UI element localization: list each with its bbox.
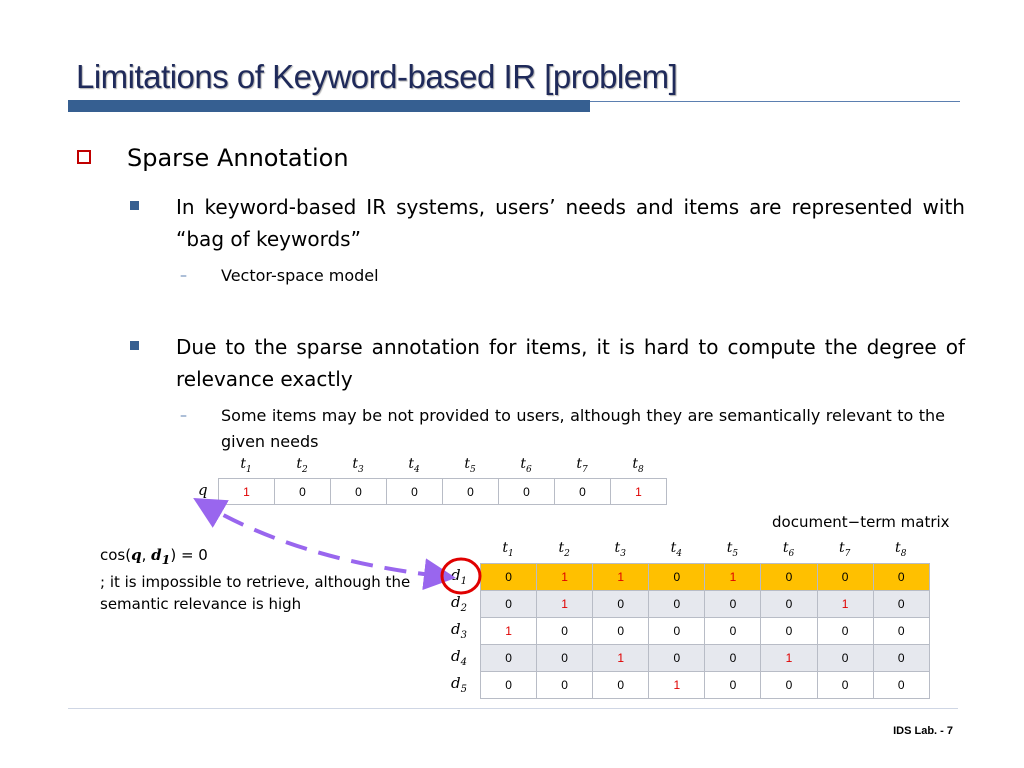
matrix-cell: 0	[817, 645, 873, 672]
query-term-label: $t_3$	[352, 456, 364, 475]
sub-bullet-text: Some items may be not provided to users, although they are semantically relevant to the given needs	[221, 406, 945, 451]
matrix-cell: 0	[705, 672, 761, 699]
query-cell: 1	[611, 479, 667, 505]
formula-d-sub: 1	[161, 552, 171, 567]
query-cell: 0	[387, 479, 443, 505]
document-row-label: $d_4$	[451, 647, 467, 668]
document-term-label: $t_4$	[670, 540, 683, 559]
matrix-cell: 1	[537, 564, 593, 591]
square-bullet-icon	[130, 341, 139, 350]
matrix-cell: 0	[761, 618, 817, 645]
matrix-cell: 0	[761, 672, 817, 699]
matrix-row	[481, 645, 930, 672]
matrix-cell: 0	[537, 618, 593, 645]
document-term-label: $t_8$	[895, 540, 907, 559]
document-term-label: $t_2$	[558, 540, 570, 559]
query-term-label: $t_8$	[632, 456, 644, 475]
matrix-cell: 0	[481, 591, 537, 618]
matrix-cell: 0	[593, 618, 649, 645]
query-term-label: $t_6$	[520, 456, 532, 475]
matrix-cell: 0	[873, 672, 929, 699]
matrix-cell: 0	[649, 564, 705, 591]
matrix-cell: 1	[537, 591, 593, 618]
formula-d	[151, 546, 171, 567]
matrix-cell: 1	[481, 618, 537, 645]
matrix-cell: 0	[705, 618, 761, 645]
query-term-label: $t_7$	[576, 456, 588, 475]
document-term-label: $t_5$	[726, 540, 739, 559]
matrix-cell: 0	[705, 645, 761, 672]
query-term-label: $t_4$	[408, 456, 420, 475]
query-row	[219, 479, 667, 505]
matrix-caption: document−term matrix	[772, 513, 950, 531]
matrix-cell: 0	[817, 618, 873, 645]
query-cell: 0	[443, 479, 499, 505]
matrix-cell: 1	[593, 564, 649, 591]
matrix-row	[481, 591, 930, 618]
matrix-cell: 1	[705, 564, 761, 591]
bullet-text: Due to the sparse annotation for items, it is hard to compute the degree of relevance exactly	[176, 335, 965, 391]
square-bullet-icon	[130, 201, 139, 210]
matrix-cell: 0	[873, 618, 929, 645]
formula-q: q	[131, 546, 142, 564]
matrix-cell: 0	[873, 564, 929, 591]
query-cell: 0	[331, 479, 387, 505]
matrix-cell: 0	[649, 618, 705, 645]
document-term-label: $t_3$	[614, 540, 626, 559]
footer-rule	[68, 708, 958, 709]
document-row-label: $d_1$	[451, 566, 467, 587]
document-row-label: $d_2$	[451, 593, 467, 614]
section-heading: Sparse Annotation	[127, 144, 349, 172]
matrix-cell: 1	[761, 645, 817, 672]
matrix-row	[481, 618, 930, 645]
document-term-label: $t_7$	[838, 540, 851, 559]
dash-bullet-icon: –	[180, 268, 187, 284]
formula-d-letter: d	[151, 546, 162, 564]
cosine-note	[100, 544, 420, 615]
document-term-label: $t_1$	[502, 540, 514, 559]
matrix-cell: 0	[705, 591, 761, 618]
matrix-row	[481, 672, 930, 699]
document-term-matrix	[480, 563, 930, 699]
matrix-cell: 0	[481, 564, 537, 591]
query-cell: 0	[275, 479, 331, 505]
matrix-cell: 0	[649, 591, 705, 618]
bullet-text: In keyword-based IR systems, users’ needs and items are represented with “bag of keywords”	[176, 195, 965, 251]
footer-page-label: IDS Lab. - 7	[893, 725, 953, 737]
matrix-cell: 1	[817, 591, 873, 618]
matrix-cell: 0	[761, 591, 817, 618]
formula-suffix: ) = 0	[170, 546, 208, 564]
query-term-label: $t_5$	[464, 456, 476, 475]
document-row-label: $d_3$	[451, 620, 467, 641]
matrix-cell: 0	[593, 591, 649, 618]
matrix-cell: 0	[761, 564, 817, 591]
matrix-cell: 0	[537, 672, 593, 699]
query-term-label: $t_2$	[296, 456, 308, 475]
formula-sep: ,	[141, 546, 152, 564]
matrix-cell: 0	[873, 645, 929, 672]
matrix-row	[481, 564, 930, 591]
matrix-cell: 1	[649, 672, 705, 699]
matrix-cell: 0	[817, 564, 873, 591]
matrix-cell: 1	[593, 645, 649, 672]
query-term-label: $t_1$	[240, 456, 252, 475]
matrix-cell: 0	[817, 672, 873, 699]
matrix-cell: 0	[481, 672, 537, 699]
matrix-cell: 0	[593, 672, 649, 699]
matrix-cell: 0	[873, 591, 929, 618]
sub-bullet-text: Vector-space model	[221, 266, 379, 285]
query-vector-table	[218, 478, 667, 505]
dash-bullet-icon: –	[180, 408, 187, 424]
query-cell: 0	[499, 479, 555, 505]
query-row-label: q	[198, 481, 208, 499]
title-underline-thin	[590, 101, 960, 102]
query-cell: 0	[555, 479, 611, 505]
matrix-cell: 0	[537, 645, 593, 672]
document-row-label: $d_5$	[451, 674, 467, 695]
matrix-cell: 0	[649, 645, 705, 672]
slide-title: Limitations of Keyword-based IR [problem]	[76, 58, 678, 95]
formula-prefix: cos(	[100, 546, 132, 564]
document-term-label: $t_6$	[782, 540, 795, 559]
matrix-cell: 0	[481, 645, 537, 672]
title-underline-thick	[68, 100, 590, 112]
note-text: ; it is impossible to retrieve, although the semantic relevance is high	[100, 573, 411, 613]
checkbox-bullet-icon	[77, 150, 91, 164]
query-cell: 1	[219, 479, 275, 505]
